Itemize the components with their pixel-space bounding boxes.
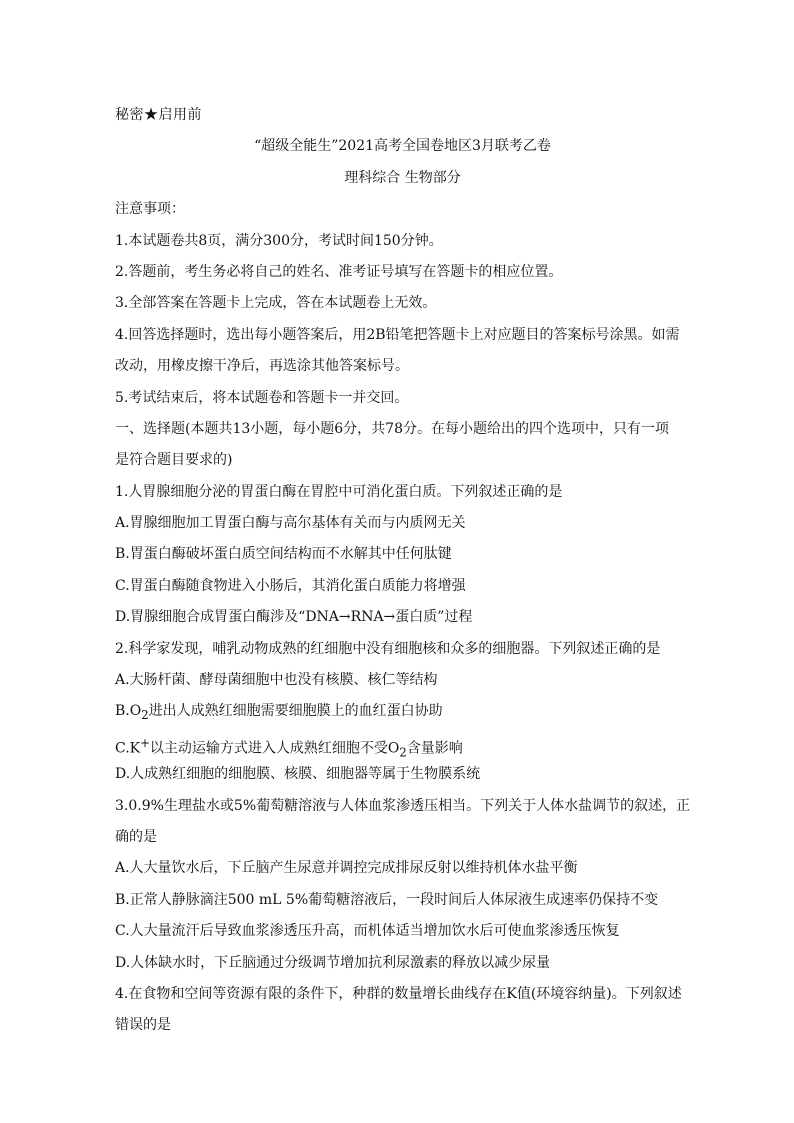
option-c-pre: C.K	[115, 740, 141, 757]
secret-prefix: 秘密	[115, 107, 144, 123]
exam-content	[115, 100, 690, 1042]
question-2-option-c	[115, 728, 690, 759]
question-2-option-d: D.人成熟红细胞的细胞膜、核膜、细胞器等属于生物膜系统	[115, 766, 481, 783]
question-2-option-b	[115, 696, 690, 727]
subscript: 2	[399, 745, 407, 760]
question-3-stem-cont: 确的是	[115, 828, 157, 845]
option-b-pre: B.O	[115, 703, 142, 720]
question-2-stem: 2.科学家发现，哺乳动物成熟的红细胞中没有细胞核和众多的细胞器。下列叙述正确的是	[115, 640, 661, 657]
question-2-option-a: A.大肠杆菌、酵母菌细胞中也没有核膜、核仁等结构	[115, 672, 438, 689]
question-3-option-b: B.正常人静脉滴注500 mL 5%葡萄糖溶液后，一段时间后人体尿液生成速率仍保持不变	[115, 891, 659, 908]
question-1-option-a: A.胃腺细胞加工胃蛋白酶与高尔基体有关而与内质网无关	[115, 515, 466, 532]
question-1-option-b: B.胃蛋白酶破坏蛋白质空间结构而不水解其中任何肽键	[115, 546, 452, 563]
subscript: 2	[141, 708, 149, 723]
option-c-mid: 以主动运输方式进入人成熟红细胞不受O	[149, 740, 400, 757]
option-c-post: 含量影响	[406, 740, 463, 757]
question-3-option-a: A.人大量饮水后，下丘脑产生尿意并调控完成排尿反射以维持机体水盐平衡	[115, 860, 578, 877]
option-b-post: 进出人成熟红细胞需要细胞膜上的血红蛋白协助	[148, 703, 443, 720]
exam-subtitle: 理科综合 生物部分	[344, 169, 461, 186]
notice-item: 改动，用橡皮擦干净后，再选涂其他答案标号。	[115, 358, 409, 375]
question-1-option-d: D.胃腺细胞合成胃蛋白酶涉及“DNA→RNA→蛋白质”过程	[115, 609, 473, 626]
question-1-option-c: C.胃蛋白酶随食物进入小肠后，其消化蛋白质能力将增强	[115, 577, 466, 594]
question-1-stem: 1.人胃腺细胞分泌的胃蛋白酶在胃腔中可消化蛋白质。下列叙述正确的是	[115, 483, 563, 500]
notice-heading: 注意事项：	[115, 201, 185, 218]
question-3-option-d: D.人体缺水时，下丘脑通过分级调节增加抗利尿激素的释放以减少尿量	[115, 954, 551, 971]
secret-suffix: 启用前	[158, 107, 202, 123]
notice-item: 3.全部答案在答题卡上完成，答在本试题卷上无效。	[115, 295, 437, 312]
question-4-stem: 4.在食物和空间等资源有限的条件下，种群的数量增长曲线存在K值(环境容纳量)。下列叙述	[115, 985, 682, 1002]
notice-item: 4.回答选择题时，选出每小题答案后，用2B铅笔把答题卡上对应题目的答案标号涂黑。如需	[115, 326, 680, 343]
exam-title: “超级全能生”2021高考全国卷地区3月联考乙卷	[254, 138, 551, 155]
star-icon: ★	[144, 107, 159, 123]
notice-item: 5.考试结束后，将本试题卷和答题卡一并交回。	[115, 389, 409, 406]
notice-item: 2.答题前，考生务必将自己的姓名、准考证号填写在答题卡的相应位置。	[115, 263, 563, 280]
question-3-option-c: C.人大量流汗后导致血浆渗透压升高，而机体适当增加饮水后可使血浆渗透压恢复	[115, 923, 620, 940]
section-heading: 一、选择题(本题共13小题，每小题6分，共78分。在每小题给出的四个选项中，只有一项	[115, 420, 669, 437]
notice-item: 1.本试题卷共8页，满分300分，考试时间150分钟。	[115, 232, 443, 249]
superscript: +	[140, 735, 150, 750]
question-4-stem-cont: 错误的是	[115, 1017, 171, 1034]
question-3-stem: 3.0.9%生理盐水或5%葡萄糖溶液与人体血浆渗透压相当。下列关于人体水盐调节的叙述，正	[115, 797, 691, 814]
confidential-mark	[115, 100, 690, 131]
section-heading-cont: 是符合题目要求的)	[115, 452, 233, 469]
